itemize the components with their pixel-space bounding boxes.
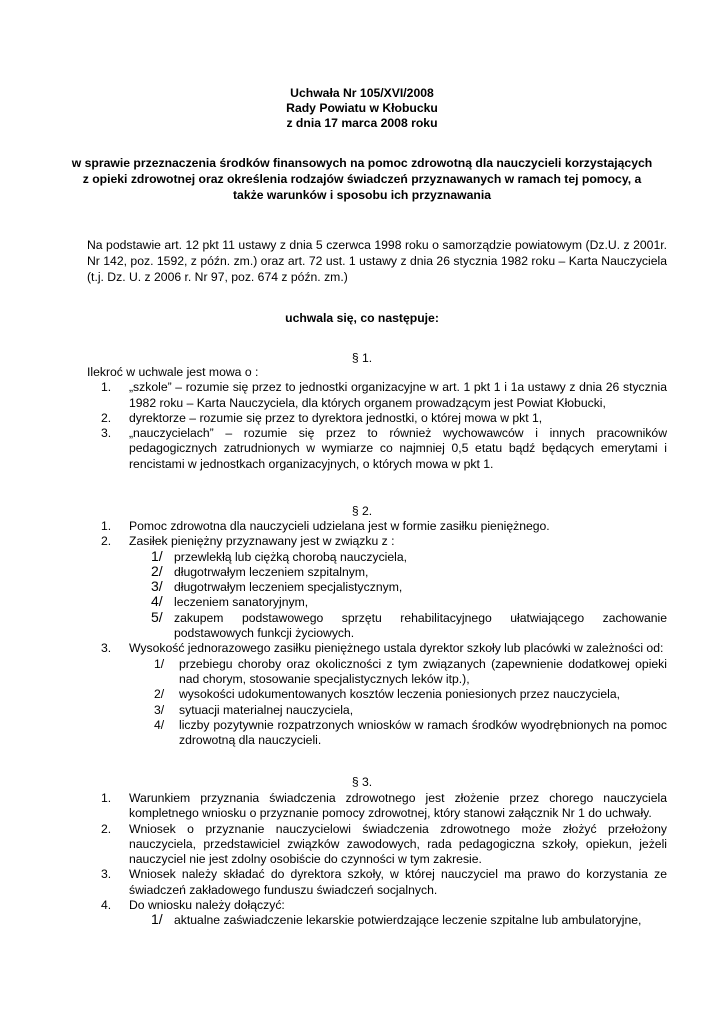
title-line-3: z dnia 17 marca 2008 roku — [286, 116, 438, 131]
sub-item-number: 1/ — [154, 656, 165, 671]
sub-item-text: długotrwałym leczeniem specjalistycznym, — [174, 580, 403, 595]
sub-item — [87, 687, 667, 702]
resolve-clause: uchwala się, co następuje: — [285, 311, 439, 325]
item-text: Warunkiem przyznania świadczenia zdrowotnego jest złożenie przez chorego nauczyciela kompletnego wniosku o przyznanie pomocy zdrowotnej, który stanowi załącznik Nr 1 do uchwały. — [129, 791, 667, 821]
item-number: 2. — [101, 821, 112, 836]
sub-item-text: przebiegu choroby oraz okoliczności z tym związanych (zapewnienie dodatkowej opieki nad chorym, stosowanie specjalistycznych leków itp.), — [179, 656, 667, 686]
item-number: 1. — [101, 519, 112, 533]
list-item — [87, 641, 667, 656]
sub-item-number: 2/ — [151, 562, 163, 579]
list-item — [87, 426, 667, 472]
sub-item-number: 2/ — [154, 687, 165, 702]
section-1-list — [87, 380, 667, 472]
sub-item-number: 1/ — [151, 911, 163, 928]
list-item — [87, 867, 667, 898]
section-1 — [87, 365, 667, 472]
resolution-subject: w sprawie przeznaczenia środków finansowych na pomoc zdrowotną dla nauczycieli korzystających z opieki zdrowotnej oraz określenia rodzajów świadczeń przyznawanych w ramach tej pomocy, a także warunków i sposobu ich przyznawania — [71, 156, 653, 202]
section-2-heading: § 2. — [351, 504, 373, 518]
sub-item-text: wysokości udokumentowanych kosztów leczenia poniesionych przez nauczyciela, — [179, 687, 621, 702]
item-number: 3. — [101, 641, 112, 656]
item-text: Do wniosku należy dołączyć: — [129, 898, 285, 913]
title-line-1: Uchwała Nr 105/XVI/2008 — [290, 86, 434, 100]
item-text: Wniosek należy składać do dyrektora szkoły, w której nauczyciel ma prawo do korzystania ze świadczeń zakładowego funduszu świadczeń socjalnych. — [129, 867, 667, 897]
sub-item — [87, 580, 667, 595]
list-item — [87, 411, 667, 426]
sub-item — [87, 657, 667, 688]
sub-item-text: długotrwałym leczeniem szpitalnym, — [174, 564, 369, 579]
section-3 — [87, 791, 667, 929]
sub-item-number: 4/ — [151, 593, 163, 610]
sub-item-number: 5/ — [151, 608, 163, 625]
item-text: Wniosek o przyznanie nauczycielowi świadczenia zdrowotnego może złożyć przełożony nauczyciela, przedstawiciel związków zawodowych, rada pedagogiczna szkoły, opiekun, jeżeli nauczyciel nie jest zdolny osobiście do czynności w tym zakresie. — [129, 821, 667, 867]
item-number: 2. — [101, 410, 112, 425]
sub-item — [87, 703, 667, 718]
section-1-heading: § 1. — [351, 351, 373, 365]
sub-item-text: leczeniem sanatoryjnym, — [174, 595, 309, 610]
sub-item-text: sytuacji materialnej nauczyciela, — [179, 702, 354, 717]
list-item — [87, 519, 667, 534]
sub-item-text: aktualne zaświadczenie lekarskie potwierdzające leczenie szpitalne lub ambulatoryjne, — [174, 913, 642, 928]
item-text: dyrektorze – rozumie się przez to dyrektora jednostki, o której mowa w pkt 1, — [129, 410, 543, 425]
item-number: 3. — [101, 867, 112, 882]
sub-item — [87, 718, 667, 749]
item-text: „szkole” – rozumie się przez to jednostki organizacyjne w art. 1 pkt 1 i 1a ustawy z dnia 26 stycznia 1982 roku – Karta Nauczyciela, dla których organem prowadzącym jest Powiat Kłobucki, — [129, 380, 667, 410]
section-2 — [87, 519, 667, 748]
item-text: „nauczycielach” – rozumie się przez to również wychowawców i innych pracowników pedagogicznych zatrudnionych w wymiarze co najmniej 0,5 etatu bądź będących emerytami i rencistami w jednostkach organizacyjnych, o których mowa w pkt 1. — [129, 426, 667, 471]
item-number: 3. — [101, 426, 112, 441]
item-number: 1. — [101, 791, 112, 805]
title-line-2: Rady Powiatu w Kłobucku — [286, 101, 438, 116]
sub-item-text: liczby pozytywnie rozpatrzonych wniosków w ramach środków wyodrębnionych na pomoc zdrowotną dla nauczycieli. — [179, 717, 667, 748]
item-text: Pomoc zdrowotna dla nauczycieli udzielana jest w formie zasiłku pieniężnego. — [129, 519, 550, 533]
sub-item-number: 3/ — [151, 578, 163, 595]
sub-item-number: 3/ — [154, 702, 165, 717]
list-item — [87, 534, 667, 549]
list-item — [87, 380, 667, 411]
sub-item-number: 4/ — [154, 717, 165, 732]
document-title — [0, 86, 724, 132]
list-item — [87, 822, 667, 868]
sub-item — [87, 547, 667, 565]
item-text: Zasiłek pieniężny przyznawany jest w związku z : — [129, 534, 395, 549]
item-number: 1. — [101, 380, 112, 395]
sub-item — [87, 913, 667, 928]
list-item — [87, 791, 667, 822]
sub-item-number: 1/ — [151, 547, 163, 564]
item-text: Wysokość jednorazowego zasiłku pieniężnego ustala dyrektor szkoły lub placówki w zależności od: — [129, 641, 664, 656]
sub-item-text: zakupem podstawowego sprzętu rehabilitacyjnego ułatwiającego zachowanie podstawowych funkcji życiowych. — [174, 610, 667, 641]
sub-item — [87, 608, 667, 642]
legal-basis: Na podstawie art. 12 pkt 11 ustawy z dnia 5 czerwca 1998 roku o samorządzie powiatowym (Dz.U. z 2001r. Nr 142, poz. 1592, z późn. zm.) oraz art. 72 ust. 1 ustawy z dnia 26 stycznia 1982 roku – Karta Nauczyciela (t.j. Dz. U. z 2006 r. Nr 97, poz. 674 z późn. zm.) — [87, 238, 667, 284]
list-item — [87, 898, 667, 913]
sub-item — [87, 562, 667, 580]
section-3-heading: § 3. — [351, 775, 373, 789]
item-number: 2. — [101, 534, 112, 549]
sub-item — [87, 595, 667, 610]
section-1-lead: Ilekroć w uchwale jest mowa o : — [87, 365, 259, 379]
item-number: 4. — [101, 898, 112, 913]
sub-item-text: przewlekłą lub ciężką chorobą nauczyciela, — [174, 549, 408, 564]
